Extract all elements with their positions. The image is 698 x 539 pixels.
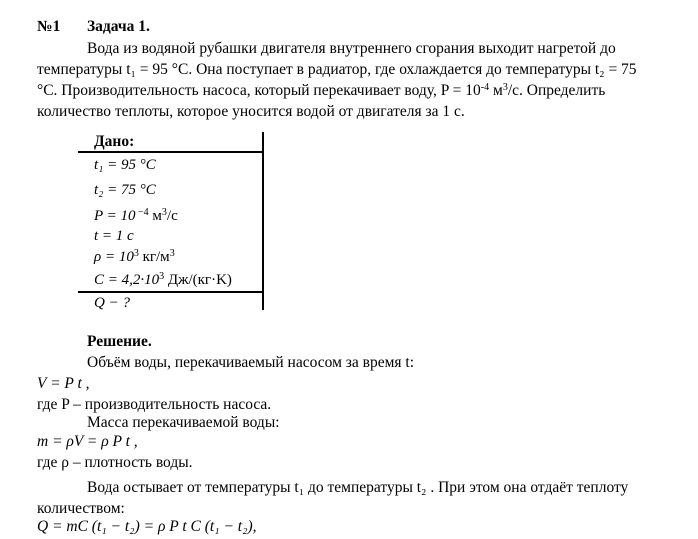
problem-line-3: °C. Производительность насоса, который перекачивает воду, $P = 10^{-4}$ $м^3/с$. Определить: [37, 82, 606, 99]
formula-volume: V = P t ,: [37, 375, 90, 392]
solution-line-6: количеством:: [37, 500, 125, 517]
solution-line-3: Масса перекачиваемой воды:: [87, 414, 280, 431]
given-rho: $\rho = 10^3$ $кг/м^3$: [94, 248, 175, 265]
given-find: Q − ?: [94, 295, 130, 311]
given-bottom-line: [78, 291, 263, 293]
problem-line-4: количество теплоты, которое уносится водой от двигателя за 1 с.: [37, 103, 465, 120]
given-vertical-line: [262, 132, 264, 310]
formula-heat: Q = mC (t₁ − t₂) = ρ P t C (t₁ − t₂),: [37, 518, 257, 535]
given-P: P = 10 $^{-4}$ $м^3/с$: [94, 207, 178, 224]
problem-line-2: температуры t₁ = 95 °C. Она поступает в радиатор, где охлаждается до температуры t₂ = 75: [37, 61, 637, 78]
solution-line-1: Объём воды, перекачиваемый насосом за время t:: [87, 354, 415, 371]
solution-line-4: где ρ – плотность воды.: [37, 454, 193, 471]
given-t: t = 1 с: [94, 228, 134, 244]
problem-number: №1: [37, 18, 61, 35]
given-t1: t₁ = 95 °C: [94, 157, 156, 173]
given-title: Дано:: [94, 133, 135, 150]
problem-line-1: Вода из водяной рубашки двигателя внутреннего сгорания выходит нагретой до: [87, 40, 616, 57]
given-C: $C = 4,2\cdot 10^3$ Дж/(кг·K): [94, 271, 232, 288]
solution-title: Решение.: [87, 333, 152, 350]
formula-mass: m = ρV = ρ P t ,: [37, 433, 138, 450]
solution-line-2: где P – производительность насоса.: [37, 396, 272, 413]
given-t2: t₂ = 75 °C: [94, 182, 156, 198]
solution-line-5: Вода остывает от температуры t₁ до температуры t₂ . При этом она отдаёт теплоту: [87, 479, 629, 496]
task-title: Задача 1.: [87, 18, 150, 35]
given-top-line: [78, 151, 263, 153]
